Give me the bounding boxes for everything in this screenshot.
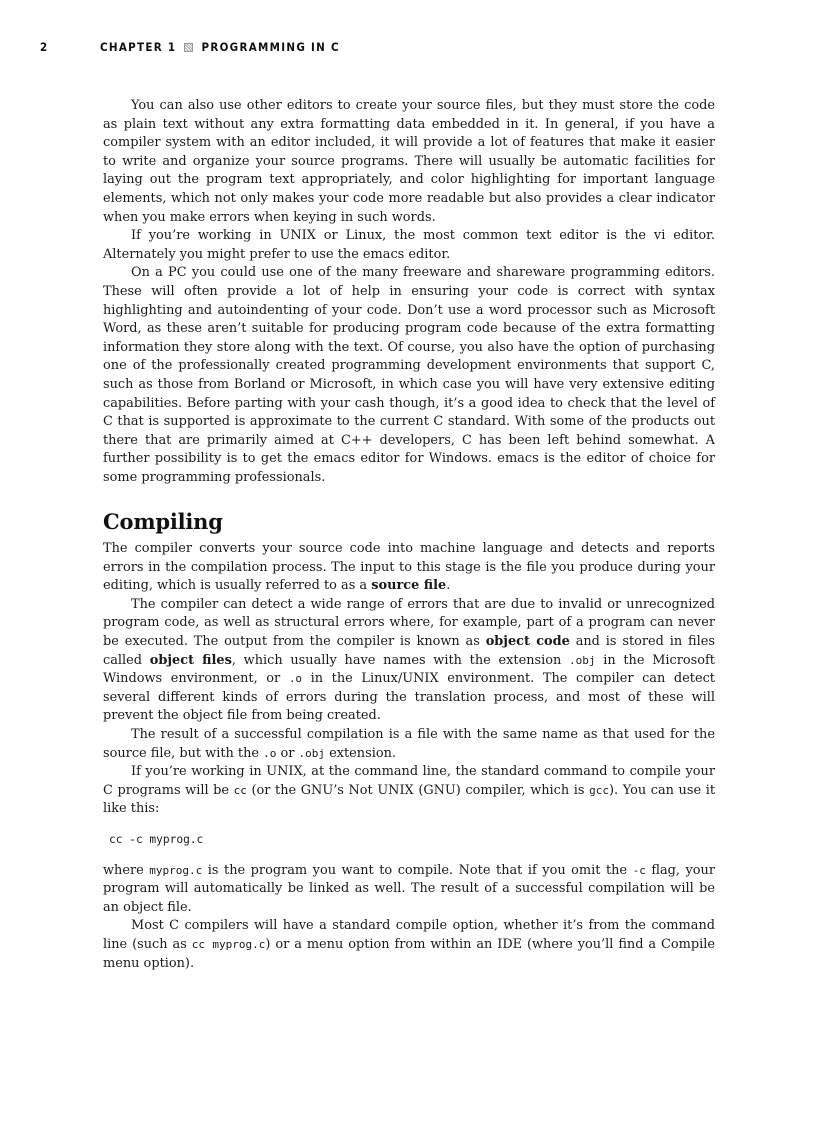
editors-paragraph-3: On a PC you could use one of the many freeware and shareware programming editors. These will often provide a lot of help in ensuring your code is correct with syntax highlighting and autoindenting of your code. Don’t use a word processor such as Microsoft Word, as these aren’t suitable for producing program code because of the extra formatting information they store along with the text. Of course, you also have the option of purchasing one of the professionally created programming development environments that support C, such as those from Borland or Microsoft, in which case you will have very extensive editing capabilities. Before parting with your cash though, it’s a good idea to check that the level of C that is supported is approximate to the current C standard. With some of the products out there that are primarily aimed at C++ developers, C has been left behind somewhat. A further possibility is to get the emacs editor for Windows. emacs is the editor of choice for some programming professionals. <box>103 265 715 485</box>
page-body <box>103 97 715 973</box>
inline-code: .obj <box>569 653 596 667</box>
editors-paragraph-2: If you’re working in UNIX or Linux, the most common text editor is the vi editor. Alternately you might prefer to use the emacs editor. <box>103 228 715 262</box>
inline-code: .o <box>263 746 277 760</box>
term-object-files: object files <box>149 652 232 668</box>
inline-code: .obj <box>298 746 325 760</box>
editors-paragraph-1: You can also use other editors to create your source files, but they must store the code as plain text without any extra formatting data embedded in it. In general, if you have a compiler system with an editor included, it will provide a lot of features that make it easier to write and organize your source programs. There will usually be automatic facilities for laying out the program text appropriately, and color highlighting for important language elements, which not only makes your code more readable but also provides a clear indicator when you make errors when keying in such words. <box>103 98 715 225</box>
chapter-label: CHAPTER 1 <box>100 40 177 54</box>
inline-code: -c <box>632 863 646 877</box>
term-object-code: object code <box>485 634 570 650</box>
inline-code: gcc <box>589 783 609 797</box>
compiling-paragraph-6: Most C compilers will have a standard compile option, whether it’s from the command line (such as cc myprog.c) or a menu option from within an IDE (where you’ll find a Compile menu option). <box>103 918 715 971</box>
page-number: 2 <box>40 40 49 54</box>
inline-code: .o <box>288 672 303 686</box>
term-source-file: source file <box>371 578 447 594</box>
compiling-paragraph-4: If you’re working in UNIX, at the command line, the standard command to compile your C programs will be cc (or the GNU’s Not UNIX (GNU) compiler, which is gcc). You can use it like this: <box>103 764 716 817</box>
inline-code: cc myprog.c <box>191 937 266 951</box>
separator-square-icon <box>184 43 193 52</box>
compiling-paragraph-3: The result of a successful compilation is a file with the same name as that used for the source file, but with the .o or .obj extension. <box>103 727 715 761</box>
section-heading-compiling: Compiling <box>103 509 223 535</box>
inline-code: cc <box>233 783 247 797</box>
chapter-title: PROGRAMMING IN C <box>201 40 340 54</box>
compiling-paragraph-2: The compiler can detect a wide range of errors that are due to invalid or unrecognized program code, as well as structural errors where, for example, part of a program can never be executed. The output from the compiler is known as object code and is stored in files called object files, which usually have names with the extension .obj in the Microsoft Windows environment, or .o in the Linux/UNIX environment. The compiler can detect several different kinds of errors during the translation process, and most of these will prevent the object file from being created. <box>103 596 715 724</box>
compiling-paragraph-1: The compiler converts your source code into machine language and detects and reports errors in the compilation process. The input to this stage is the file you produce during your editing, which is usually referred to as a source file. <box>103 541 715 594</box>
code-example: cc -c myprog.c <box>109 832 204 846</box>
compiling-paragraph-5: where myprog.c is the program you want to compile. Note that if you omit the -c flag, your program will automatically be linked as well. The result of a successful compilation will be an object file. <box>103 862 715 915</box>
running-head <box>40 40 340 54</box>
inline-code: myprog.c <box>149 863 203 877</box>
